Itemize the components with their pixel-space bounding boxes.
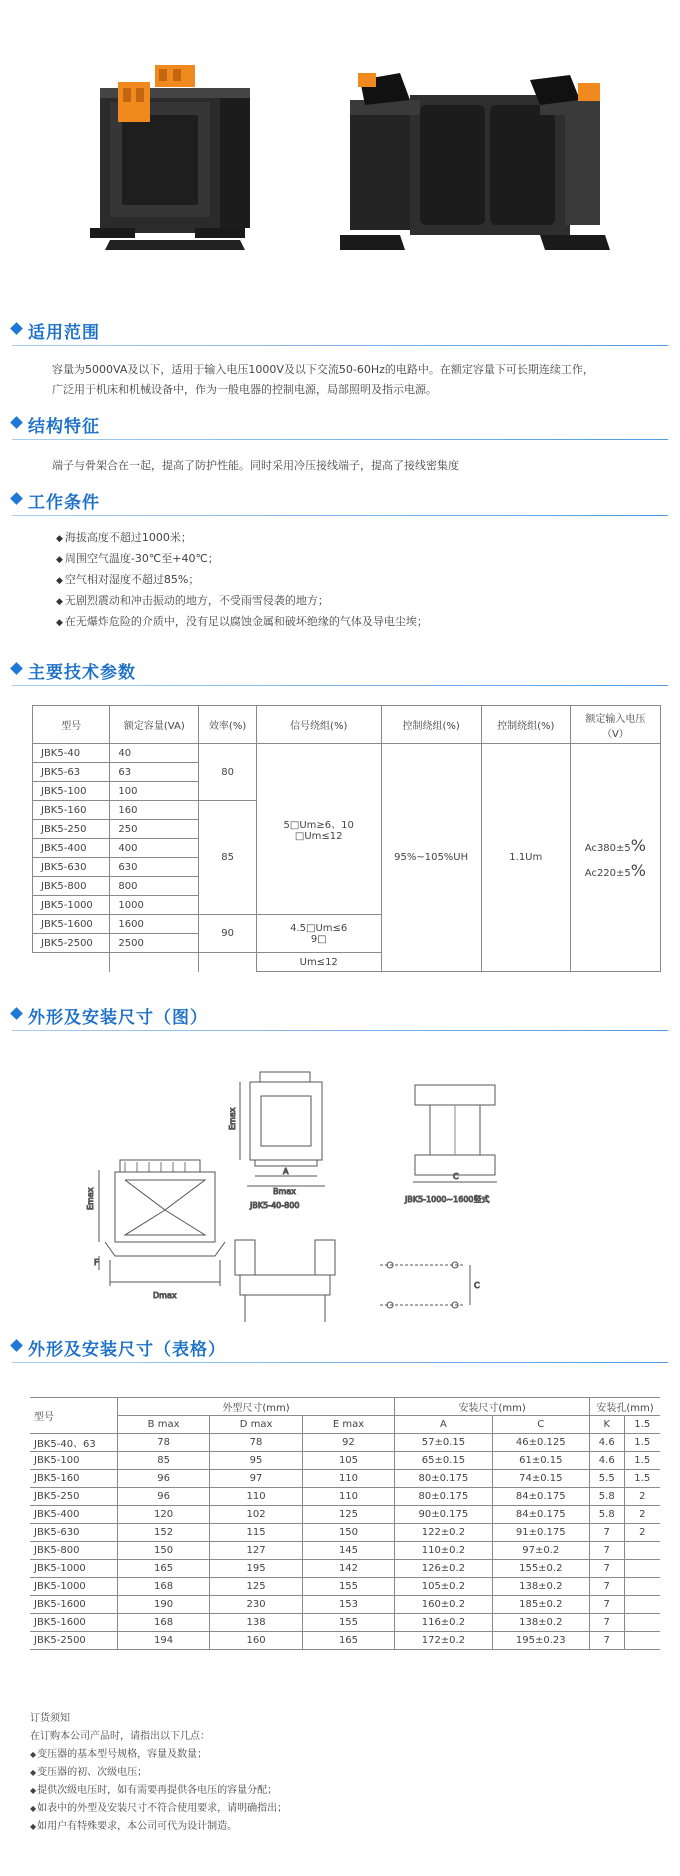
svg-text:Emax: Emax xyxy=(86,1187,95,1210)
section-title: 外形及安装尺寸（图） xyxy=(28,1008,208,1028)
dimension-drawings xyxy=(85,1060,585,1325)
table-row: JBK5-800 800 xyxy=(33,877,661,896)
table-row: JBK5-630 152 115 150 122±0.2 91±0.175 7 2 xyxy=(30,1524,660,1542)
signal-winding-cell-1: 5□Um≥6、10 □Um≤12 xyxy=(256,744,381,915)
table-row: JBK5-1000 1000 xyxy=(33,896,661,915)
svg-text:A: A xyxy=(283,1167,289,1176)
table-row: JBK5-1000 168 125 155 105±0.2 138±0.2 7 xyxy=(30,1578,660,1596)
table-row: JBK5-630 630 xyxy=(33,858,661,877)
svg-text:C: C xyxy=(453,1172,459,1181)
table-row: JBK5-1600 1600 90 4.5□Um≤6 9□ xyxy=(33,915,661,934)
list-item: ◆ 如表中的外型及安装尺寸不符合使用要求，请明确指出； xyxy=(30,1800,630,1818)
table-row: Um≤12 xyxy=(33,953,661,972)
signal-winding-cell-2: 4.5□Um≤6 9□ xyxy=(256,915,381,953)
table-row: JBK5-40 40 80 5□Um≥6、10 □Um≤12 95%~105%UH 1.1Um Ac380±5% Ac220±5% xyxy=(33,744,661,763)
list-item: ◆ 如用户有特殊要求，本公司可代为设计制造。 xyxy=(30,1818,630,1836)
params-table xyxy=(32,705,661,972)
conditions-list xyxy=(56,528,656,633)
list-item: ◆ 周围空气温度-30℃至+40℃； xyxy=(56,549,656,570)
transformer-photo-large xyxy=(340,55,610,260)
diamond-bullet-icon xyxy=(10,662,23,675)
diamond-bullet-icon xyxy=(10,322,23,335)
svg-text:JBK5-1000~1600竖式: JBK5-1000~1600竖式 xyxy=(405,1195,490,1204)
table-header-row: 型号 外型尺寸(mm) 安装尺寸(mm) 安装孔(mm) xyxy=(30,1398,660,1416)
mounting-holes-drawing xyxy=(380,1262,470,1308)
section-heading-scope xyxy=(12,318,668,343)
transformer-photo-small xyxy=(70,60,270,260)
section-heading-dims xyxy=(12,1335,668,1360)
svg-text:Dmax: Dmax xyxy=(153,1291,177,1300)
structure-text: 端子与骨架合在一起，提高了防护性能。同时采用冷压接线端子，提高了接线密集度 xyxy=(52,459,459,472)
col-header: 效率(%) xyxy=(199,706,257,744)
table-row: JBK5-800 150 127 145 110±0.2 97±0.2 7 xyxy=(30,1542,660,1560)
front-view-drawing xyxy=(99,1160,225,1286)
table-row: JBK5-400 400 xyxy=(33,839,661,858)
section-title: 外形及安装尺寸（表格） xyxy=(28,1340,226,1360)
diamond-bullet-icon xyxy=(10,1007,23,1020)
section-title: 结构特征 xyxy=(28,417,100,437)
list-item: ◆ 变压器的基本型号规格，容量及数量； xyxy=(30,1746,630,1764)
list-item: ◆ 提供次级电压时，如有需要再提供各电压的容量分配； xyxy=(30,1782,630,1800)
table-row: JBK5-40、63 78 78 92 57±0.15 46±0.125 4.6 1.5 xyxy=(30,1434,660,1452)
section-title: 工作条件 xyxy=(28,493,100,513)
section-heading-structure xyxy=(12,412,668,437)
input-voltage-cell: Ac380±5% Ac220±5% xyxy=(570,744,660,972)
diamond-bullet-icon xyxy=(10,492,23,505)
svg-text:JBK5-40-800: JBK5-40-800 xyxy=(250,1201,300,1210)
bracket-drawing xyxy=(235,1240,335,1322)
table-row: JBK5-1600 168 138 155 116±0.2 138±0.2 7 xyxy=(30,1614,660,1632)
table-row: JBK5-100 100 xyxy=(33,782,661,801)
diamond-bullet-icon xyxy=(10,416,23,429)
order-notes xyxy=(30,1710,630,1836)
col-header: 型号 xyxy=(33,706,110,744)
table-row: JBK5-100 85 95 105 65±0.15 61±0.15 4.6 1.5 xyxy=(30,1452,660,1470)
section-title: 主要技术参数 xyxy=(28,663,136,683)
col-header: 额定输入电压（V） xyxy=(570,706,660,744)
vertical-type-drawing xyxy=(413,1085,497,1182)
scope-text: 容量为5000VA及以下，适用于输入电压1000V及以下交流50-60Hz的电路中。在额定容量下可长期连续工作， 广泛用于机床和机械设备中，作为一般电器的控制电源，局部照明及指示电源。 xyxy=(52,363,594,396)
col-header: 控制绕组(%) xyxy=(381,706,481,744)
list-item: ◆ 空气相对湿度不超过85%； xyxy=(56,570,656,591)
table-row: JBK5-1600 190 230 153 160±0.2 185±0.2 7 xyxy=(30,1596,660,1614)
list-item: ◆ 变压器的初、次级电压； xyxy=(30,1764,630,1782)
section-title: 适用范围 xyxy=(28,323,100,343)
notes-intro: 在订购本公司产品时，请指出以下几点： xyxy=(30,1731,210,1742)
table-row: JBK5-1000 165 195 142 126±0.2 155±0.2 7 xyxy=(30,1560,660,1578)
table-header-row: B max D max E max A C K 1.5 xyxy=(30,1416,660,1434)
section-heading-params xyxy=(12,658,668,683)
table-header-row xyxy=(33,706,661,744)
table-row: JBK5-2500 2500 xyxy=(33,934,661,953)
table-row: JBK5-160 96 97 110 80±0.175 74±0.15 5.5 1.5 xyxy=(30,1470,660,1488)
svg-text:Bmax: Bmax xyxy=(273,1187,296,1196)
dims-table xyxy=(30,1397,660,1650)
svg-text:Emax: Emax xyxy=(228,1107,237,1130)
notes-title: 订货须知 xyxy=(30,1713,70,1724)
list-item: ◆ 在无爆炸危险的介质中，没有足以腐蚀金属和破坏绝缘的气体及导电尘埃； xyxy=(56,612,656,633)
list-item: ◆ 海拔高度不超过1000米； xyxy=(56,528,656,549)
svg-text:C: C xyxy=(474,1281,480,1290)
table-row: JBK5-400 120 102 125 90±0.175 84±0.175 5.8 2 xyxy=(30,1506,660,1524)
table-row: JBK5-250 96 110 110 80±0.175 84±0.175 5.8 2 xyxy=(30,1488,660,1506)
svg-text:F: F xyxy=(94,1258,99,1267)
table-row: JBK5-250 250 xyxy=(33,820,661,839)
col-header: 控制绕组(%) xyxy=(481,706,570,744)
table-row: JBK5-160 160 85 xyxy=(33,801,661,820)
table-row: JBK5-2500 194 160 165 172±0.2 195±0.23 7 xyxy=(30,1632,660,1650)
col-header: 额定容量(VA) xyxy=(110,706,199,744)
section-heading-conditions xyxy=(12,488,668,513)
list-item: ◆ 无剧烈震动和冲击振动的地方，不受雨雪侵袭的地方； xyxy=(56,591,656,612)
col-header: 信号绕组(%) xyxy=(256,706,381,744)
section-heading-drawing xyxy=(12,1003,668,1028)
diamond-bullet-icon xyxy=(10,1339,23,1352)
table-row: JBK5-63 63 xyxy=(33,763,661,782)
